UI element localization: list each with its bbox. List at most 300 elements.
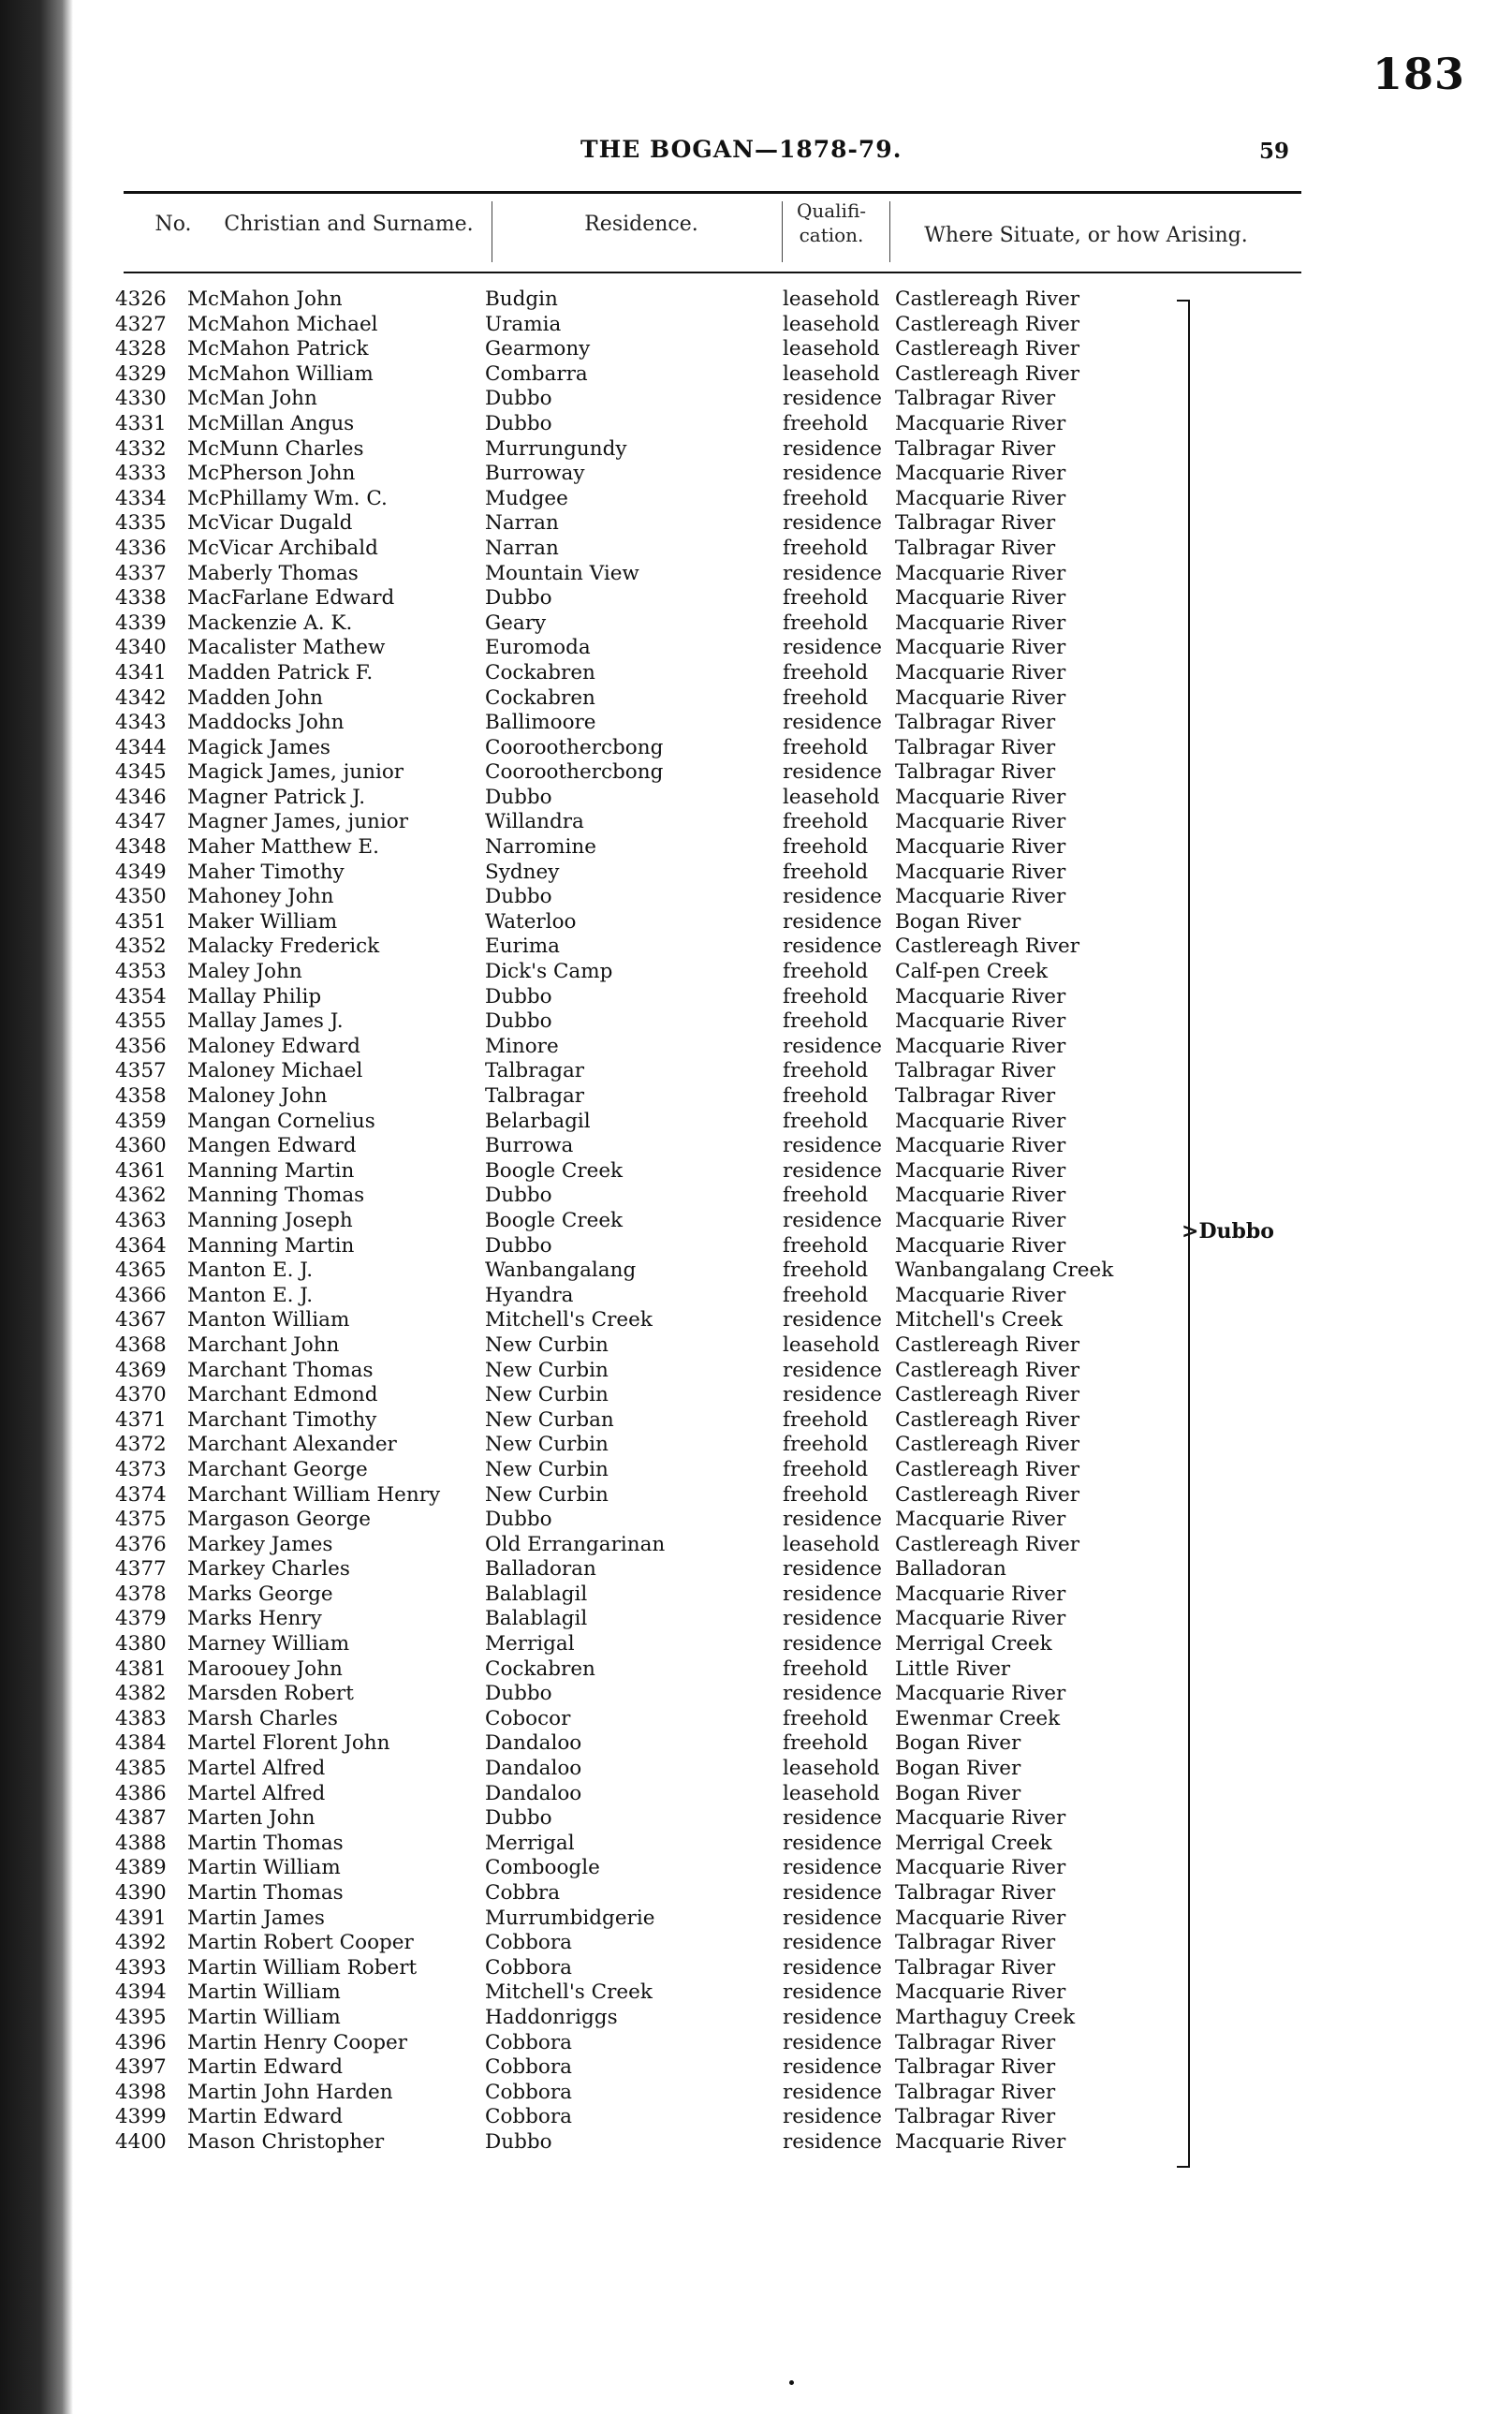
entry-number: 4379 (115, 1607, 167, 1631)
entry-where-situate: Castlereagh River (895, 337, 1080, 361)
table-row (110, 1582, 1328, 1608)
entry-name: MacFarlane Edward (187, 586, 395, 611)
entry-residence: Cockabren (485, 660, 595, 684)
table-row (110, 537, 1328, 562)
table-row (110, 1234, 1328, 1259)
entry-where-situate: Macquarie River (895, 1806, 1066, 1831)
entry-where-situate: Little River (895, 1656, 1011, 1681)
table-row (110, 1533, 1328, 1558)
entry-residence: Balablagil (485, 1607, 588, 1631)
table-row (110, 1682, 1328, 1707)
entry-number: 4360 (115, 1134, 167, 1158)
entry-qualification: leasehold (783, 312, 880, 336)
entry-residence: Dubbo (485, 387, 552, 411)
table-row (110, 2081, 1328, 2106)
entry-name: Magick James, junior (187, 760, 404, 785)
entry-residence: Narromine (485, 835, 596, 860)
entry-name: McPherson John (187, 462, 356, 486)
entry-number: 4400 (115, 2129, 167, 2154)
entry-where-situate: Castlereagh River (895, 1532, 1080, 1556)
entry-name: Martin Edward (187, 2055, 344, 2080)
entry-residence: Burroway (485, 462, 585, 486)
entry-where-situate: Talbragar River (895, 387, 1056, 411)
entry-residence: Cockabren (485, 685, 595, 710)
entry-where-situate: Macquarie River (895, 1208, 1066, 1232)
entry-number: 4326 (115, 287, 167, 311)
table-row (110, 1632, 1328, 1657)
table-row (110, 636, 1328, 661)
entry-number: 4390 (115, 1881, 167, 1905)
table-row (110, 362, 1328, 388)
district-label: >Dubbo (1182, 1219, 1274, 1244)
entry-where-situate: Talbragar River (895, 735, 1056, 759)
entry-name: Maberly Thomas (187, 561, 359, 585)
entry-residence: Boogle Creek (485, 1208, 624, 1232)
entry-where-situate: Castlereagh River (895, 1407, 1080, 1432)
table-row (110, 1657, 1328, 1683)
entry-qualification: residence (783, 885, 883, 909)
entry-qualification: residence (783, 1806, 883, 1831)
entry-residence: Dandaloo (485, 1781, 582, 1805)
table-row (110, 1184, 1328, 1209)
entry-residence: Minore (485, 1034, 559, 1058)
entry-where-situate: Castlereagh River (895, 1482, 1080, 1507)
entry-qualification: residence (783, 511, 883, 536)
entry-qualification: residence (783, 1582, 883, 1606)
entry-where-situate: Macquarie River (895, 561, 1066, 585)
entry-qualification: freehold (783, 860, 869, 884)
entry-qualification: freehold (783, 1731, 869, 1756)
entry-name: McMunn Charles (187, 436, 364, 461)
entry-name: McMahon William (187, 361, 374, 386)
entry-number: 4364 (115, 1233, 167, 1258)
book-spine-shadow (0, 0, 73, 2414)
entry-number: 4383 (115, 1706, 167, 1730)
entry-qualification: freehold (783, 1482, 869, 1507)
entry-residence: New Curbin (485, 1457, 609, 1481)
entry-number: 4346 (115, 785, 167, 809)
entry-qualification: residence (783, 462, 883, 486)
entry-number: 4372 (115, 1433, 167, 1457)
table-row (110, 1931, 1328, 1956)
entry-number: 4353 (115, 960, 167, 984)
entry-residence: Cobbora (485, 2055, 572, 2080)
table-row (110, 1782, 1328, 1807)
table-row (110, 437, 1328, 463)
table-row (110, 810, 1328, 835)
entry-residence: Ballimoore (485, 711, 596, 735)
entry-number: 4397 (115, 2055, 167, 2080)
entry-qualification: residence (783, 1134, 883, 1158)
table-row (110, 387, 1328, 412)
entry-where-situate: Macquarie River (895, 835, 1066, 860)
entry-number: 4371 (115, 1407, 167, 1432)
table-row (110, 1259, 1328, 1284)
entry-number: 4342 (115, 685, 167, 710)
entry-number: 4370 (115, 1383, 167, 1407)
table-row (110, 1856, 1328, 1881)
entry-number: 4365 (115, 1259, 167, 1283)
entry-residence: Narran (485, 536, 559, 560)
entry-qualification: residence (783, 2129, 883, 2154)
entry-residence: Mudgee (485, 486, 568, 510)
table-row (110, 487, 1328, 512)
entry-qualification: freehold (783, 586, 869, 611)
table-row (110, 1408, 1328, 1434)
entry-name: Manning Thomas (187, 1184, 365, 1208)
entry-number: 4334 (115, 486, 167, 510)
entry-number: 4333 (115, 462, 167, 486)
entry-qualification: leasehold (783, 287, 880, 311)
entry-residence: Dubbo (485, 586, 552, 611)
entry-number: 4328 (115, 337, 167, 361)
table-row (110, 611, 1328, 637)
entry-where-situate: Bogan River (895, 909, 1021, 934)
entry-where-situate: Macquarie River (895, 1184, 1066, 1208)
entry-number: 4377 (115, 1557, 167, 1582)
entry-name: Marten John (187, 1806, 316, 1831)
entry-name: Martin Thomas (187, 1881, 344, 1905)
entry-qualification: residence (783, 1980, 883, 2005)
entry-qualification: freehold (783, 1109, 869, 1133)
entry-residence: Belarbagil (485, 1109, 591, 1133)
entry-name: Martin Edward (187, 2105, 344, 2129)
entry-where-situate: Macquarie River (895, 611, 1066, 635)
table-row (110, 412, 1328, 437)
entry-qualification: residence (783, 1856, 883, 1880)
entry-where-situate: Castlereagh River (895, 1358, 1080, 1382)
entry-name: Markey Charles (187, 1557, 350, 1582)
entry-residence: Dick's Camp (485, 960, 613, 984)
entry-qualification: freehold (783, 1084, 869, 1108)
entry-where-situate: Macquarie River (895, 586, 1066, 611)
entry-number: 4392 (115, 1931, 167, 1955)
entry-name: Martel Florent John (187, 1731, 390, 1756)
column-header-where: Where Situate, or how Arising. (924, 224, 1248, 247)
entry-qualification: residence (783, 1955, 883, 1980)
entry-qualification: freehold (783, 1283, 869, 1307)
table-row (110, 1110, 1328, 1135)
entry-name: Maloney Michael (187, 1059, 363, 1083)
entry-name: Margason George (187, 1508, 371, 1532)
entry-qualification: freehold (783, 1433, 869, 1457)
entry-number: 4396 (115, 2030, 167, 2054)
entry-where-situate: Talbragar River (895, 2105, 1056, 2129)
entry-qualification: freehold (783, 1706, 869, 1730)
entry-residence: New Curbin (485, 1358, 609, 1382)
entry-name: Maley John (187, 960, 302, 984)
entry-qualification: residence (783, 1557, 883, 1582)
entry-qualification: freehold (783, 810, 869, 834)
entry-number: 4375 (115, 1508, 167, 1532)
entry-name: Maddocks John (187, 711, 345, 735)
entry-where-situate: Macquarie River (895, 984, 1066, 1008)
entry-name: Mackenzie A. K. (187, 611, 353, 635)
entry-name: Martin William Robert (187, 1955, 418, 1980)
entry-name: Martel Alfred (187, 1757, 326, 1781)
entry-qualification: leasehold (783, 1781, 880, 1805)
entry-name: Madden Patrick F. (187, 660, 374, 684)
entry-qualification: freehold (783, 960, 869, 984)
entry-number: 4338 (115, 586, 167, 611)
entry-residence: Combarra (485, 361, 588, 386)
entry-where-situate: Macquarie River (895, 1508, 1066, 1532)
entry-qualification: residence (783, 1383, 883, 1407)
entry-name: Manton William (187, 1308, 350, 1332)
entry-number: 4344 (115, 735, 167, 759)
entry-qualification: freehold (783, 1656, 869, 1681)
entry-where-situate: Macquarie River (895, 1009, 1066, 1034)
entry-residence: Dubbo (485, 1806, 552, 1831)
entry-residence: New Curbin (485, 1482, 609, 1507)
entry-qualification: residence (783, 2055, 883, 2080)
column-header-no: No. (154, 213, 192, 236)
entry-number: 4398 (115, 2080, 167, 2104)
header-rule-bottom (124, 272, 1301, 273)
table-row (110, 835, 1328, 861)
entry-qualification: freehold (783, 536, 869, 560)
entry-residence: Dubbo (485, 1508, 552, 1532)
table-row (110, 1806, 1328, 1832)
entry-qualification: residence (783, 1931, 883, 1955)
entry-number: 4358 (115, 1084, 167, 1108)
table-row (110, 462, 1328, 487)
entry-qualification: residence (783, 2105, 883, 2129)
table-row (110, 287, 1328, 313)
entry-residence: Euromoda (485, 636, 591, 660)
entry-residence: Dandaloo (485, 1731, 582, 1756)
entry-where-situate: Macquarie River (895, 1856, 1066, 1880)
entry-residence: Talbragar (485, 1059, 585, 1083)
entry-number: 4329 (115, 361, 167, 386)
entry-name: Mallay Philip (187, 984, 322, 1008)
entry-residence: Dubbo (485, 2129, 552, 2154)
column-header-qualification (785, 199, 878, 247)
table-row (110, 1333, 1328, 1359)
entry-name: Maher Matthew E. (187, 835, 379, 860)
entry-number: 4381 (115, 1656, 167, 1681)
table-row (110, 511, 1328, 537)
entry-residence: Narran (485, 511, 559, 536)
entry-name: Martin James (187, 1906, 325, 1930)
table-row (110, 1832, 1328, 1857)
entry-number: 4355 (115, 1009, 167, 1034)
entry-qualification: leasehold (783, 1532, 880, 1556)
entry-name: Mangen Edward (187, 1134, 357, 1158)
entry-number: 4374 (115, 1482, 167, 1507)
entry-number: 4395 (115, 2005, 167, 2029)
entry-number: 4350 (115, 885, 167, 909)
entry-name: Martin John Harden (187, 2080, 393, 2104)
entry-residence: Mountain View (485, 561, 639, 585)
entry-where-situate: Macquarie River (895, 1607, 1066, 1631)
entry-where-situate: Talbragar River (895, 1084, 1056, 1108)
table-row (110, 1209, 1328, 1234)
entry-qualification: residence (783, 760, 883, 785)
entry-qualification: residence (783, 561, 883, 585)
entry-qualification: freehold (783, 1184, 869, 1208)
entry-number: 4327 (115, 312, 167, 336)
entry-name: Manning Joseph (187, 1208, 353, 1232)
entry-qualification: freehold (783, 660, 869, 684)
entry-qualification: residence (783, 1208, 883, 1232)
column-divider (782, 201, 783, 262)
entry-qualification: freehold (783, 1059, 869, 1083)
entry-where-situate: Macquarie River (895, 411, 1066, 435)
entry-where-situate: Bogan River (895, 1781, 1021, 1805)
entry-name: Martin William (187, 1980, 341, 2005)
entry-qualification: leasehold (783, 1332, 880, 1357)
entry-name: Marchant Edmond (187, 1383, 378, 1407)
entry-name: Madden John (187, 685, 324, 710)
table-row (110, 337, 1328, 362)
entry-where-situate: Castlereagh River (895, 935, 1080, 959)
column-header-name: Christian and Surname. (224, 213, 474, 236)
entry-where-situate: Mitchell's Creek (895, 1308, 1063, 1332)
table-row (110, 2105, 1328, 2130)
entry-number: 4359 (115, 1109, 167, 1133)
table-row (110, 1009, 1328, 1035)
entry-number: 4351 (115, 909, 167, 934)
table-row (110, 1607, 1328, 1632)
entry-residence: Uramia (485, 312, 562, 336)
column-header-residence: Residence. (584, 213, 698, 236)
entry-name: Malacky Frederick (187, 935, 380, 959)
entry-qualification: residence (783, 1632, 883, 1656)
entry-qualification: residence (783, 1607, 883, 1631)
table-row (110, 1284, 1328, 1309)
entry-qualification: leasehold (783, 337, 880, 361)
entry-residence: Dubbo (485, 1682, 552, 1706)
entry-residence: Cobbora (485, 1931, 572, 1955)
table-row (110, 586, 1328, 611)
entry-where-situate: Macquarie River (895, 1109, 1066, 1133)
entry-number: 4345 (115, 760, 167, 785)
entry-number: 4347 (115, 810, 167, 834)
entry-where-situate: Talbragar River (895, 711, 1056, 735)
entry-residence: Haddonriggs (485, 2005, 618, 2029)
entry-number: 4339 (115, 611, 167, 635)
entry-name: Marchant John (187, 1332, 340, 1357)
entry-where-situate: Talbragar River (895, 2055, 1056, 2080)
entry-qualification: freehold (783, 984, 869, 1008)
entry-number: 4341 (115, 660, 167, 684)
entry-residence: Burrowa (485, 1134, 574, 1158)
table-row (110, 1084, 1328, 1110)
entry-number: 4389 (115, 1856, 167, 1880)
entry-where-situate: Macquarie River (895, 1906, 1066, 1930)
entry-number: 4349 (115, 860, 167, 884)
entry-qualification: residence (783, 1358, 883, 1382)
table-row (110, 885, 1328, 910)
entry-where-situate: Talbragar River (895, 1881, 1056, 1905)
entry-name: Maloney John (187, 1084, 328, 1108)
entry-residence: Wanbangalang (485, 1259, 637, 1283)
entry-number: 4380 (115, 1632, 167, 1656)
entry-number: 4393 (115, 1955, 167, 1980)
entry-where-situate: Macquarie River (895, 1233, 1066, 1258)
entry-qualification: freehold (783, 1233, 869, 1258)
entry-name: Manning Martin (187, 1158, 355, 1183)
table-row (110, 686, 1328, 712)
entry-number: 4378 (115, 1582, 167, 1606)
entry-qualification: freehold (783, 411, 869, 435)
entry-where-situate: Castlereagh River (895, 361, 1080, 386)
entry-number: 4382 (115, 1682, 167, 1706)
entry-name: Magick James (187, 735, 330, 759)
entry-name: McPhillamy Wm. C. (187, 486, 388, 510)
entry-where-situate: Ewenmar Creek (895, 1706, 1061, 1730)
entry-qualification: residence (783, 2005, 883, 2029)
entry-name: Martin William (187, 1856, 341, 1880)
entry-where-situate: Castlereagh River (895, 1457, 1080, 1481)
entry-residence: Willandra (485, 810, 584, 834)
table-row (110, 985, 1328, 1010)
district-name: Dubbo (1198, 1219, 1274, 1244)
entry-residence: New Curbin (485, 1383, 609, 1407)
entry-where-situate: Castlereagh River (895, 1383, 1080, 1407)
folio-number: 183 (1372, 49, 1465, 99)
page-number: 59 (1259, 139, 1290, 164)
entry-qualification: freehold (783, 735, 869, 759)
running-title: THE BOGAN—1878-79. (580, 136, 903, 163)
entry-where-situate: Talbragar River (895, 511, 1056, 536)
entry-number: 4399 (115, 2105, 167, 2129)
entry-number: 4340 (115, 636, 167, 660)
entry-name: McMahon Patrick (187, 337, 369, 361)
table-row (110, 786, 1328, 811)
entry-qualification: leasehold (783, 1757, 880, 1781)
entry-number: 4361 (115, 1158, 167, 1183)
table-row (110, 1707, 1328, 1732)
entry-residence: Sydney (485, 860, 560, 884)
entry-name: Marchant George (187, 1457, 368, 1481)
entry-where-situate: Castlereagh River (895, 1433, 1080, 1457)
entry-name: Magner James, junior (187, 810, 408, 834)
entry-residence: Mitchell's Creek (485, 1980, 653, 2005)
entry-number: 4343 (115, 711, 167, 735)
electoral-roll-table (110, 287, 1328, 2156)
table-row (110, 935, 1328, 960)
table-row (110, 1035, 1328, 1060)
entry-where-situate: Macquarie River (895, 1682, 1066, 1706)
entry-where-situate: Macquarie River (895, 810, 1066, 834)
entry-where-situate: Bogan River (895, 1757, 1021, 1781)
entry-qualification: leasehold (783, 785, 880, 809)
entry-name: Manning Martin (187, 1233, 355, 1258)
entry-number: 4332 (115, 436, 167, 461)
entry-residence: Dubbo (485, 1184, 552, 1208)
table-row (110, 736, 1328, 761)
entry-residence: Merrigal (485, 1632, 575, 1656)
table-row (110, 760, 1328, 786)
entry-number: 4384 (115, 1731, 167, 1756)
entry-number: 4363 (115, 1208, 167, 1232)
entry-name: Mallay James J. (187, 1009, 344, 1034)
entry-where-situate: Macquarie River (895, 1980, 1066, 2005)
entry-where-situate: Macquarie River (895, 462, 1066, 486)
entry-residence: Dubbo (485, 885, 552, 909)
entry-residence: Dubbo (485, 411, 552, 435)
table-row (110, 1956, 1328, 1981)
entry-qualification: residence (783, 636, 883, 660)
entry-number: 4352 (115, 935, 167, 959)
entry-residence: Cobocor (485, 1706, 571, 1730)
entry-qualification: residence (783, 909, 883, 934)
entry-number: 4357 (115, 1059, 167, 1083)
table-row (110, 1757, 1328, 1782)
entry-number: 4348 (115, 835, 167, 860)
